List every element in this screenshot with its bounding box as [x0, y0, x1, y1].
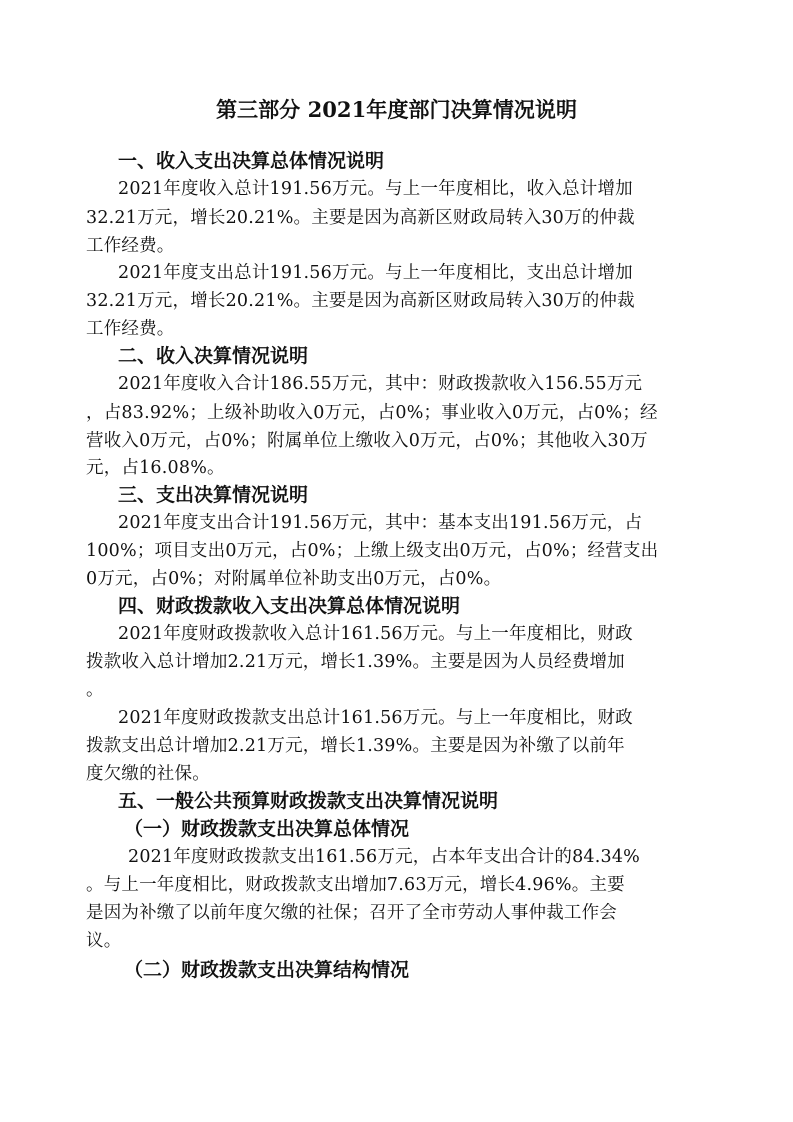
- paragraph-line: 100%；项目支出0万元，占0%；上缴上级支出0万元，占0%；经营支出: [86, 541, 659, 561]
- paragraph-line: 营收入0万元，占0%；附属单位上缴收入0万元，占0%；其他收入30万: [86, 431, 648, 451]
- section-heading-1: 一、收入支出决算总体情况说明: [118, 150, 385, 172]
- paragraph-line: 是因为补缴了以前年度欠缴的社保；召开了全市劳动人事仲裁工作会: [86, 903, 617, 923]
- paragraph-line: 拨款支出总计增加2.21万元，增长1.39%。主要是因为补缴了以前年: [86, 736, 625, 756]
- paragraph-line: 2021年度收入合计186.55万元，其中：财政拨款收入156.55万元: [118, 374, 643, 394]
- paragraph-line: 工作经费。: [86, 319, 175, 339]
- paragraph-line: 2021年度财政拨款收入总计161.56万元。与上一年度相比，财政: [118, 624, 633, 644]
- section-heading-2: 二、收入决算情况说明: [118, 345, 309, 367]
- subsection-heading-2: （二）财政拨款支出决算结构情况: [124, 959, 410, 981]
- paragraph-line: 32.21万元，增长20.21%。主要是因为高新区财政局转入30万的仲裁: [86, 208, 635, 228]
- section-heading-3: 三、支出决算情况说明: [118, 484, 309, 506]
- paragraph-line: 。: [86, 680, 104, 700]
- paragraph-line: 2021年度支出合计191.56万元，其中：基本支出191.56万元，占: [118, 513, 643, 533]
- section-heading-5: 五、一般公共预算财政拨款支出决算情况说明: [118, 790, 499, 812]
- paragraph-line: 元，占16.08%。: [86, 458, 225, 478]
- paragraph-line: 2021年度财政拨款支出161.56万元，占本年支出合计的84.34%: [128, 847, 640, 867]
- paragraph-line: 0万元，占0%；对附属单位补助支出0万元，占0%。: [86, 569, 502, 589]
- paragraph-line: 2021年度支出总计191.56万元。与上一年度相比，支出总计增加: [118, 263, 633, 283]
- paragraph-line: 32.21万元，增长20.21%。主要是因为高新区财政局转入30万的仲裁: [86, 291, 635, 311]
- paragraph-line: 2021年度财政拨款支出总计161.56万元。与上一年度相比，财政: [118, 708, 633, 728]
- paragraph-line: ，占83.92%；上级补助收入0万元，占0%；事业收入0万元，占0%；经: [86, 403, 658, 423]
- paragraph-line: 议。: [86, 931, 122, 951]
- paragraph-line: 。与上一年度相比，财政拨款支出增加7.63万元，增长4.96%。主要: [86, 875, 625, 895]
- paragraph-line: 度欠缴的社保。: [86, 764, 210, 784]
- paragraph-line: 工作经费。: [86, 236, 175, 256]
- page-title: 第三部分 2021年度部门决算情况说明: [215, 97, 578, 122]
- paragraph-line: 2021年度收入总计191.56万元。与上一年度相比，收入总计增加: [118, 179, 633, 199]
- subsection-heading-1: （一）财政拨款支出决算总体情况: [124, 818, 410, 840]
- section-heading-4: 四、财政拨款收入支出决算总体情况说明: [118, 595, 461, 617]
- paragraph-line: 拨款收入总计增加2.21万元，增长1.39%。主要是因为人员经费增加: [86, 652, 625, 672]
